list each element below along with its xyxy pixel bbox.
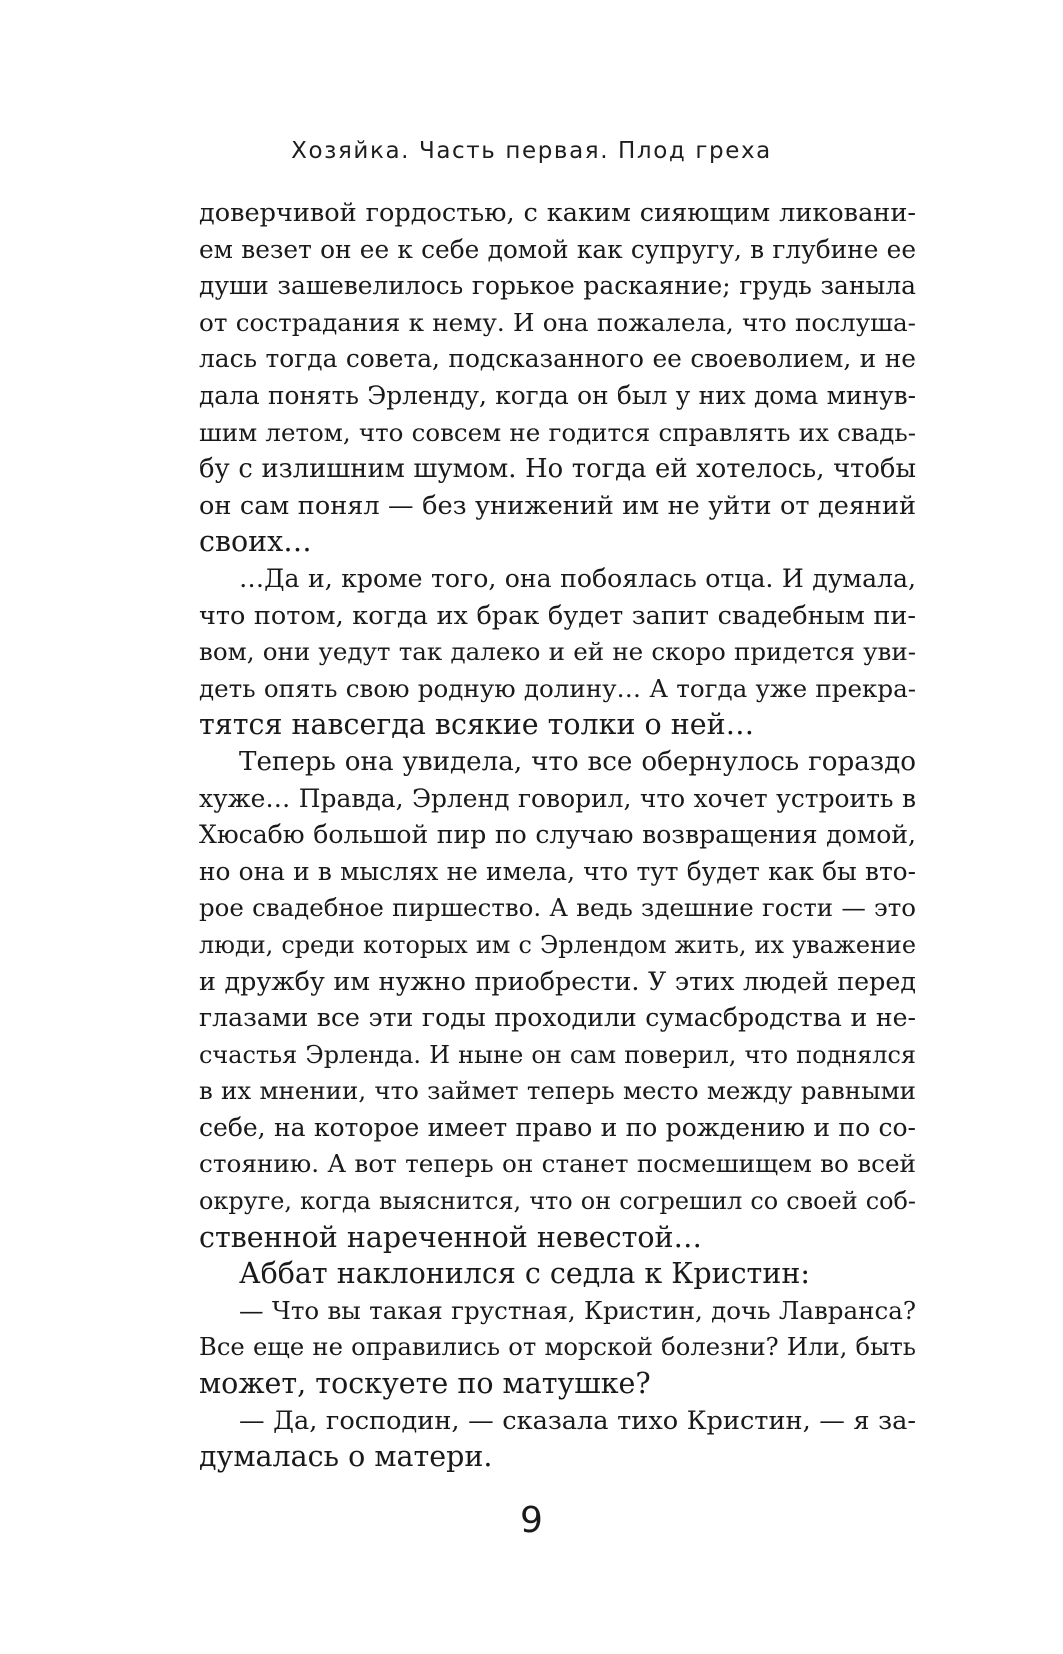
text-line: тятся навсегда всякие толки о ней…: [199, 708, 755, 742]
text-line: в их мнении, что займет теперь место между равными: [199, 1076, 916, 1106]
text-line: бу с излишним шумом. Но тогда ей хотелось, чтобы: [199, 454, 916, 485]
page-number: 9: [520, 1500, 543, 1541]
text-line: от сострадания к нему. И она пожалела, что послуша-: [199, 307, 916, 337]
text-line: ственной нареченной невестой…: [199, 1220, 703, 1254]
text-line: — Да, господин, — сказала тихо Кристин, — я за-: [239, 1405, 916, 1436]
text-line: и дружбу им нужно приобрести. У этих людей перед: [199, 966, 916, 997]
running-head: Хозяйка. Часть первая. Плод греха: [291, 138, 772, 164]
text-line: деть опять свою родную долину… А тогда уже прекра-: [199, 673, 916, 703]
text-line: шим летом, что совсем не годится справлять их свадь-: [199, 417, 916, 447]
text-line: что потом, когда их брак будет запит свадебным пи-: [199, 600, 916, 631]
text-line: своих…: [199, 525, 312, 559]
text-line: вом, они уедут так далеко и ей не скоро придется уви-: [199, 637, 916, 667]
text-line: Хюсабю большой пир по случаю возвращения домой,: [199, 820, 916, 850]
body-text: [199, 195, 916, 1476]
text-line: рое свадебное пиршество. А ведь здешние гости — это: [199, 893, 916, 923]
text-line: счастья Эрленда. И ныне он сам поверил, что поднялся: [199, 1040, 916, 1069]
text-line: Аббат наклонился с седла к Кристин:: [239, 1257, 810, 1291]
text-line: может, тоскуете по матушке?: [199, 1367, 651, 1400]
text-line: лась тогда совета, подсказанного ее своеволием, и не: [199, 344, 916, 374]
text-line: глазами все эти годы проходили сумасбродства и не-: [199, 1003, 916, 1033]
text-line: доверчивой гордостью, с каким сияющим ликовани-: [199, 198, 916, 228]
text-line: стоянию. А вот теперь он станет посмешищем во всей: [199, 1149, 916, 1179]
text-line: люди, среди которых им с Эрлендом жить, их уважение: [199, 930, 916, 959]
text-line: Все еще не оправились от морской болезни? Или, быть: [199, 1332, 916, 1362]
text-line: хуже… Правда, Эрленд говорил, что хочет устроить в: [199, 783, 916, 813]
text-line: себе, на которое имеет право и по рождению и по со-: [199, 1112, 916, 1142]
text-line: округе, когда выяснится, что он согрешил со своей соб-: [199, 1187, 916, 1216]
text-line: …Да и, кроме того, она побоялась отца. И думала,: [239, 563, 916, 593]
text-line: дала понять Эрленду, когда он был у них дома минув-: [199, 380, 916, 410]
text-line: ем везет он ее к себе домой как супругу, в глубине ее: [199, 234, 916, 264]
text-line: — Что вы такая грустная, Кристин, дочь Лавранса?: [239, 1295, 916, 1325]
text-line: Теперь она увидела, что все обернулось гораздо: [239, 746, 916, 777]
text-line: он сам понял — без унижений им не уйти от деяний: [199, 490, 916, 521]
text-line: думалась о матери.: [199, 1440, 493, 1474]
text-line: души зашевелилось горькое раскаяние; грудь заныла: [199, 271, 916, 301]
text-line: но она и в мыслях не имела, что тут будет как бы вто-: [199, 856, 916, 886]
